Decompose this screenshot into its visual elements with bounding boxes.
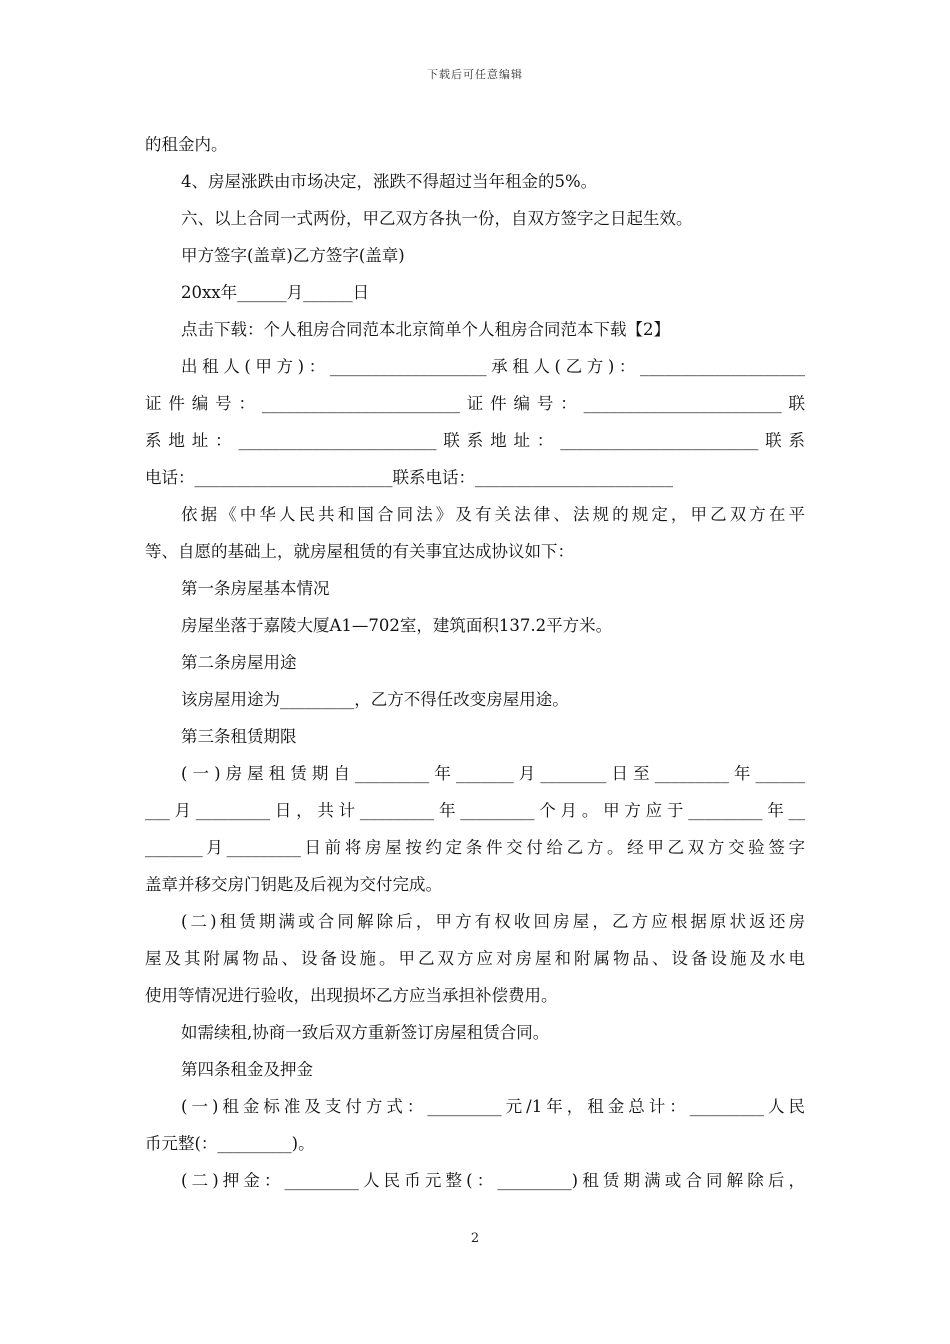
text-line: 依据《中华人民共和国合同法》及有关法律、法规的规定，甲乙双方在平 (181, 505, 805, 524)
text-line: 出租人(甲方)：___________________承租人(乙方)：____________________ (181, 357, 805, 376)
text-line: (一)租金标准及支付方式：_________元/1年，租金总计：_________人民 (181, 1097, 805, 1116)
text-line: 房屋坐落于嘉陵大厦A1—702室，建筑面积137.2平方米。 (181, 616, 613, 635)
text-line: (二)押金：_________人民币元整(：_________)租赁期满或合同解除后， (181, 1171, 805, 1190)
text-line: 电话：________________________联系电话：________________________ (145, 468, 673, 487)
section-heading: 第二条房屋用途 (181, 653, 297, 672)
text-line: ___月_________日，共计_________年_________个月。甲方应于_________年__ (145, 801, 805, 820)
text-line: 点击下载：个人租房合同范本北京简单个人租房合同范本下载【2】 (181, 320, 670, 339)
text-line: 该房屋用途为_________，乙方不得任改变房屋用途。 (181, 690, 569, 709)
text-line: 4、房屋涨跌由市场决定，涨跌不得超过当年租金的5%。 (181, 172, 598, 191)
text-line: 系地址：________________________联系地址：________________________联系 (145, 431, 805, 450)
text-line: _______月_________日前将房屋按约定条件交付给乙方。经甲乙双方交验签字 (145, 838, 805, 857)
text-line: 的租金内。 (145, 135, 228, 154)
text-line: 屋及其附属物品、设备设施。甲乙双方应对房屋和附属物品、设备设施及水电 (145, 949, 805, 968)
page-number: 2 (470, 1231, 480, 1246)
text-line: (一)房屋租赁期自_________年_______月________日至_________年______ (181, 764, 805, 783)
text-line: 证件编号：________________________证件编号：________________________联 (145, 394, 805, 413)
text-line: 使用等情况进行验收，出现损坏乙方应当承担补偿费用。 (145, 986, 558, 1005)
page-header: 下载后可任意编辑 (427, 68, 523, 81)
text-line: 等、自愿的基础上，就房屋租赁的有关事宜达成协议如下： (145, 542, 574, 561)
section-heading: 第四条租金及押金 (181, 1060, 313, 1079)
text-line: 币元整(：_________)。 (145, 1134, 315, 1153)
text-line: 甲方签字(盖章)乙方签字(盖章) (181, 246, 405, 265)
text-line: (二)租赁期满或合同解除后，甲方有权收回房屋，乙方应根据原状返还房 (181, 912, 805, 931)
document-body (145, 126, 805, 1199)
section-heading: 第三条租赁期限 (181, 727, 297, 746)
text-line: 20xx年______月______日 (181, 283, 370, 302)
section-heading: 第一条房屋基本情况 (181, 579, 330, 598)
text-line: 六、以上合同一式两份，甲乙双方各执一份，自双方签字之日起生效。 (181, 209, 693, 228)
text-line: 如需续租,协商一致后双方重新签订房屋租赁合同。 (181, 1023, 550, 1042)
text-line: 盖章并移交房门钥匙及后视为交付完成。 (145, 875, 442, 894)
